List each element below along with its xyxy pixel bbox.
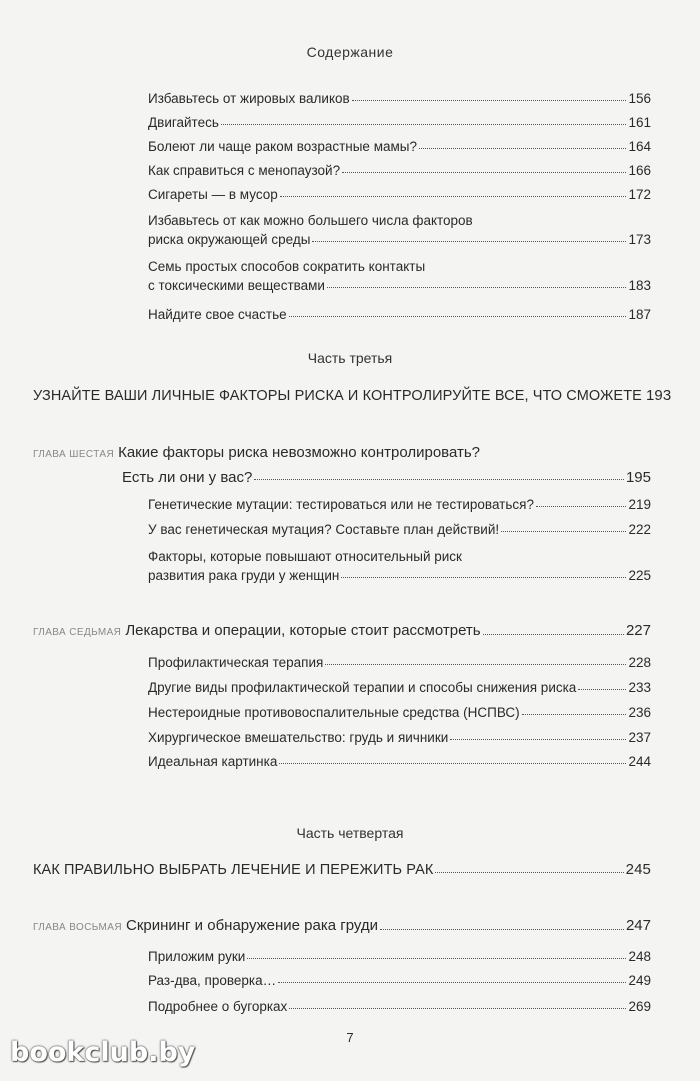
toc-entry [148, 211, 651, 249]
toc-entry-title: развития рака груди у женщин [148, 568, 340, 583]
leader-dots [289, 316, 627, 317]
toc-entry-title: Другие виды профилактической терапии и способы снижения риска [148, 680, 577, 695]
toc-entry [148, 678, 651, 697]
toc-entry [148, 305, 651, 324]
toc-entry-title: Подробнее о бугорках [148, 999, 288, 1014]
toc-entry-line1: Семь простых способов сократить контакты [148, 259, 426, 274]
toc-entry [148, 89, 651, 108]
leader-dots [483, 634, 624, 635]
toc-entry-page: 164 [628, 139, 651, 154]
toc-entry-title: Сигареты — в мусор [148, 187, 278, 202]
part-title: КАК ПРАВИЛЬНО ВЫБРАТЬ ЛЕЧЕНИЕ И ПЕРЕЖИТЬ РАК [33, 862, 434, 878]
part-title-entry [33, 860, 651, 880]
toc-entry-line1: Избавьтесь от как можно большего числа факторов [148, 213, 473, 228]
toc-entry-title: Как справиться с менопаузой? [148, 163, 341, 178]
toc-entry-title: Идеальная картинка [148, 754, 278, 769]
part-label: Часть третья [307, 350, 393, 366]
toc-entry-page: 173 [628, 232, 651, 247]
toc-entry-page: 228 [628, 655, 651, 670]
chapter-entry [33, 443, 651, 487]
toc-entry-title: Приложим руки [148, 949, 246, 964]
toc-entry-title: Раз-два, проверка… [148, 973, 277, 988]
toc-entry [148, 653, 651, 672]
part-title-entry [33, 386, 672, 406]
leader-dots [289, 1008, 626, 1009]
toc-entry-line1: Факторы, которые повышают относительный риск [148, 549, 462, 564]
leader-dots [380, 929, 624, 930]
leader-dots [247, 958, 626, 959]
toc-entry-page: 269 [628, 999, 651, 1014]
leader-dots [278, 982, 626, 983]
toc-entry-page: 236 [628, 705, 651, 720]
leader-dots [327, 287, 626, 288]
toc-entry-page: 233 [628, 680, 651, 695]
chapter-page: 195 [625, 469, 651, 486]
chapter-label: ГЛАВА СЕДЬМАЯ [33, 627, 122, 638]
leader-dots [312, 241, 626, 242]
chapter-entry [33, 621, 651, 642]
toc-entry-title: Найдите свое счастье [148, 307, 287, 322]
toc-entry [148, 728, 651, 747]
chapter-title: Есть ли они у вас? [122, 469, 253, 486]
toc-entry [148, 520, 651, 539]
toc-entry-title: с токсическими веществами [148, 278, 325, 293]
toc-entry-page: 249 [628, 973, 651, 988]
leader-dots [435, 872, 623, 873]
toc-entry-page: 225 [628, 568, 651, 583]
leader-dots [450, 739, 626, 740]
leader-dots [578, 689, 626, 690]
toc-entry [148, 997, 651, 1016]
page-header: Содержание [306, 44, 394, 60]
toc-entry [148, 752, 651, 771]
part-title: УЗНАЙТЕ ВАШИ ЛИЧНЫЕ ФАКТОРЫ РИСКА И КОНТРОЛИРУЙТЕ ВСЕ, ЧТО СМОЖЕТЕ [33, 388, 642, 404]
chapter-label: ГЛАВА ШЕСТАЯ [33, 449, 115, 460]
toc-entry [148, 971, 651, 990]
toc-entry [148, 547, 651, 585]
toc-entry-page: 237 [628, 730, 651, 745]
chapter-title: Скрининг и обнаружение рака груди [125, 917, 379, 934]
toc-entry-page: 248 [628, 949, 651, 964]
toc-entry-title: риска окружающей среды [148, 232, 311, 247]
toc-entry-page: 222 [628, 522, 651, 537]
toc-entry-title: У вас генетическая мутация? Составьте план действий! [148, 522, 500, 537]
leader-dots [419, 148, 626, 149]
toc-entry-page: 219 [628, 497, 651, 512]
toc-entry-page: 156 [628, 91, 651, 106]
leader-dots [325, 664, 626, 665]
chapter-title-line1: Какие факторы риска невозможно контролировать? [118, 444, 481, 461]
part-page: 193 [645, 387, 672, 404]
leader-dots [501, 531, 626, 532]
toc-entry-title: Нестероидные противовоспалительные средства (НСПВС) [148, 705, 520, 720]
leader-dots [221, 124, 627, 125]
toc-entry-title: Двигайтесь [148, 115, 219, 130]
toc-entry [148, 137, 651, 156]
toc-entry-page: 166 [628, 163, 651, 178]
toc-entry-page: 183 [628, 278, 651, 293]
toc-entry [148, 185, 651, 204]
toc-entry [148, 495, 651, 514]
chapter-page: 227 [625, 622, 651, 639]
watermark-logo: bookclub.by [10, 1037, 196, 1068]
toc-entry [148, 161, 651, 180]
chapter-label: ГЛАВА ВОСЬМАЯ [33, 922, 122, 933]
part-page: 245 [625, 861, 651, 878]
leader-dots [536, 506, 627, 507]
leader-dots [352, 100, 627, 101]
toc-entry-page: 187 [628, 307, 651, 322]
toc-entry-title: Генетические мутации: тестироваться или не тестироваться? [148, 497, 534, 512]
chapter-entry [33, 916, 651, 937]
leader-dots [279, 763, 626, 764]
leader-dots [522, 714, 627, 715]
toc-entry-page: 172 [628, 187, 651, 202]
toc-entry [148, 257, 651, 295]
leader-dots [341, 577, 626, 578]
toc-entry-title: Избавьтесь от жировых валиков [148, 91, 350, 106]
toc-entry [148, 113, 651, 132]
toc-entry-page: 161 [628, 115, 651, 130]
toc-entry-title: Профилактическая терапия [148, 655, 324, 670]
chapter-title: Лекарства и операции, которые стоит рассмотреть [125, 622, 481, 639]
toc-entry-title: Хирургическое вмешательство: грудь и яичники [148, 730, 449, 745]
leader-dots [280, 196, 627, 197]
toc-entry [148, 947, 651, 966]
leader-dots [342, 172, 626, 173]
leader-dots [254, 479, 624, 480]
toc-entry [148, 703, 651, 722]
toc-entry-page: 244 [628, 754, 651, 769]
part-label: Часть четвертая [296, 825, 404, 841]
page-number: 7 [346, 1030, 354, 1045]
chapter-page: 247 [625, 917, 651, 934]
toc-entry-title: Болеют ли чаще раком возрастные мамы? [148, 139, 417, 154]
